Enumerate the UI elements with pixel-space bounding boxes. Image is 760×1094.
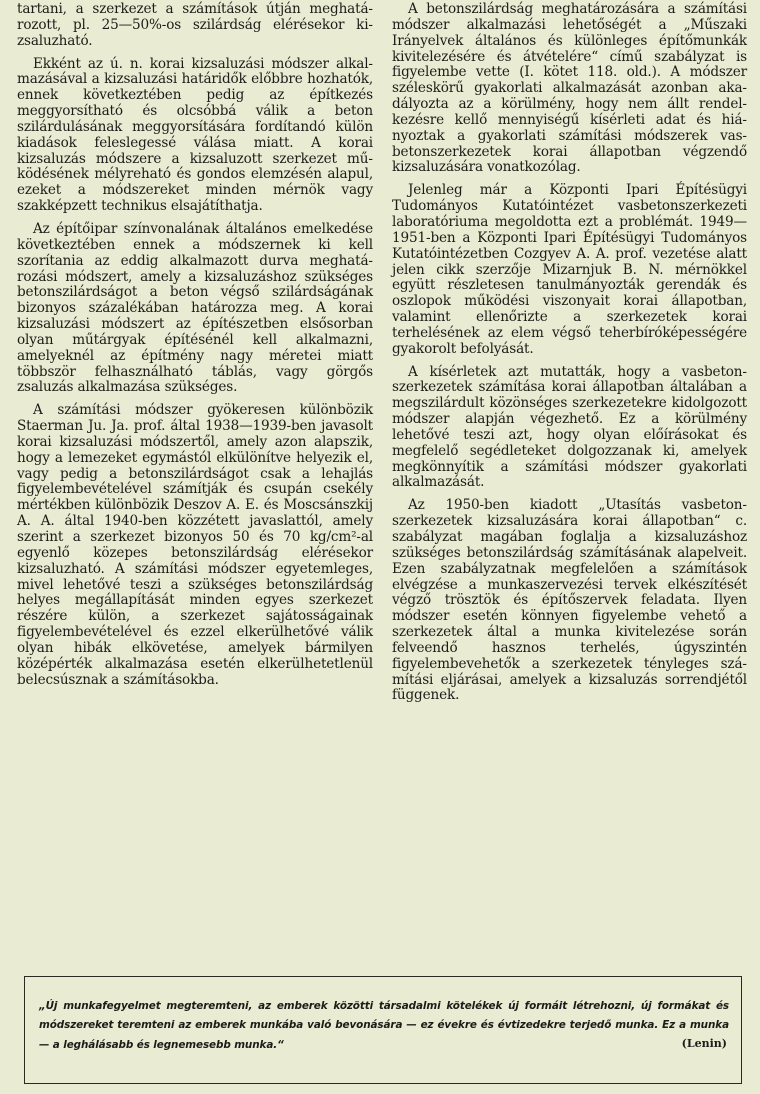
paragraph: A kísérletek azt mutatták, hogy a vasbetonszerkezetek számítása korai állapotban általában a megszilárdult közönséges szerkezetekre kidolgozott módszer alapján végezhető. Ez a körülmény lehetővé teszi azt, hogy olyan előírásokat és megfelelő segédleteket dolgozzanak ki, amelyek megkönnyítik a számítási módszer gyakorlati alkalmazását.: [392, 363, 747, 491]
paragraph: Az építőipar színvonalának általános emelkedése következtében ennek a módszernek ki kell szorítania az eddig alkalmazott durva meghatározási módszert, amely a kizsaluzáshoz szükséges betonszilárdságot a beton végső szilárdságának bizonyos százalékában határozza meg. A korai kizsaluzási módszert az építészetben elsősorban olyan műtárgyak építésénél kell alkalmazni, amelyeknél az építmény nagy méretei miatt többször felhasználható táblás, vagy görgős zsaluzás alkalmazása szükséges.: [17, 220, 373, 396]
paragraph: Az 1950-ben kiadott „Utasítás vasbetonszerkezetek kizsaluzására korai állapotban“ c. szabályzat magában foglalja a kizsaluzáshoz szükséges betonszilárdság számításának alapelveit. Ezen szabályzatnak megfelelően a számítások elvégzése a munkaszervezési tervek elkészítését végző trösztök és építőszervek feladata. Ilyen módszer esetén könnyen figyelembe vehető a szerkezetek által a munka kivitelezése során felveendő hasznos terhelés, úgyszintén figyelembevehetők a szerkezetek tényleges számítási eljárásai, amelyek a kizsaluzás sorrendjétől függenek.: [392, 497, 747, 704]
quote-body: „Új munkafegyelmet megteremteni, az emberek közötti társadalmi kötelékek új formáit létrehozni, új formákat és módszereket teremteni az emberek munkába való bevonására — ez évekre és évtizedekre terjedő munka. Ez a munka — a leghálásabb és legnemesebb munka.“: [39, 1000, 729, 1051]
paragraph: A számítási módszer gyökeresen különbözik Staerman Ju. Ja. prof. által 1938—1939-ben javasolt korai kizsaluzási módszertől, amely azon alapszik, hogy a lemezeket egymástól elkülönítve helyezik el, vagy pedig a betonszilárdságot csak a lehajlás figyelembevételével számítják és csupán csekély mértékben különbözik Deszov A. E. és Moscsánszkij A. A. által 1940-ben közzétett javaslattól, amely szerint a szerkezet bizonyos 50 és 70 kg/cm²-al egyenlő közepes betonszilárdság elérésekor kizsaluzható. A számítási módszer egyetemleges, mivel lehetővé teszi a szükséges betonszilárdság helyes megállapítását minden egyes szerkezet részére külön, a szerkezet sajátosságainak figyelembevételével és ezzel elkerülhetővé válik olyan hibák elkövetése, amelyek bármilyen középérték alkalmazása esetén elkerülhetetlenül belecsúsznak a számításokba.: [17, 402, 373, 688]
right-text-column: [392, 2, 747, 711]
quote-box: [24, 976, 742, 1084]
quote-author: (Lenin): [681, 1037, 727, 1050]
paragraph: Ekként az ú. n. korai kizsaluzási módszer alkalmazásával a kizsaluzási határidők előbbre hozhatók, ennek következtében pedig az építkezés meggyorsítható és olcsóbbá válik a beton szilárdulásának meggyorsítására fordítandó külön kiadások feleslegessé válása miatt. A korai kizsaluzás módszere a kizsaluzott szerkezet működésének mélyreható és gondos elemzésén alapul, ezeket a módszereket minden mérnök vagy szakképzett technikus elsajátíthatja.: [17, 55, 373, 215]
quote-text: [39, 997, 729, 1055]
left-text-column: [17, 2, 373, 695]
paragraph: Jelenleg már a Központi Ipari Építésügyi Tudományos Kutatóintézet vasbetonszerkezeti laboratóriuma megoldotta ezt a problémát. 1949—1951-ben a Központi Ipari Építésügyi Tudományos Kutatóintézetben Cozgyev A. A. prof. vezetése alatt jelen cikk szerzője Mizarnjuk B. N. mérnökkel együtt részletesen tanulmányozták gerendák és oszlopok működési viszonyait korai állapotban, valamint ellenőrizte a szerkezetek korai terhelésének az elem végső teherbíróképességére gyakorolt befolyását.: [392, 182, 747, 357]
paragraph: tartani, a szerkezet a számítások útján meghatározott, pl. 25—50%-os szilárdság elérésekor kizsaluzható.: [17, 1, 373, 49]
paragraph: A betonszilárdság meghatározására a számítási módszer alkalmazási lehetőségét a „Műszaki Irányelvek általános és különleges építőmunkák kivitelezésére és átvételére“ című szabályzat is figyelembe vette (I. kötet 118. old.). A módszer széleskörű gyakorlati alkalmazását azonban akadályozta az a körülmény, hogy nem állt rendelkezésre kellő mennyiségű kísérleti adat és hiányoztak a gyakorlati számítási módszerek vasbetonszerkezetek korai állapotban végzendő kizsaluzására vonatkozólag.: [392, 1, 747, 176]
